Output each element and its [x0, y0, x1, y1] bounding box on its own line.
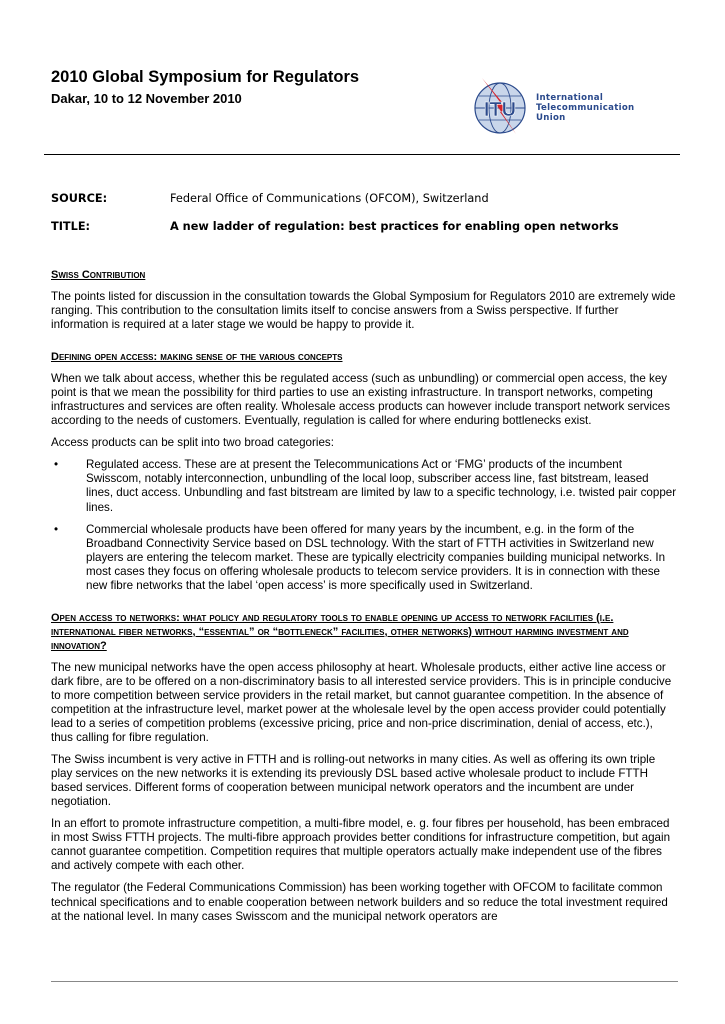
paragraph: The regulator (the Federal Communications Commission) has been working together with OFCOM to facilitate common technical specifications and to enable cooperation between network builders and so reduce the total investment required at the national level. In many cases Swisscom and the municipal network operators are — [51, 881, 668, 923]
paragraph: In an effort to promote infrastructure competition, a multi-fibre model, e. g. four fibres per household, has been embraced in most Swiss FTTH projects. The multi-fibre approach provides better conditions for infrastructure competition, but again cannot guarantee competition. Competition requires that multiple operators actually make independent use of the fibres and actively compete with each other. — [51, 817, 671, 873]
itu-wordmark-line-1: International — [536, 93, 604, 103]
list-item — [51, 523, 677, 593]
section-heading-defining-open-access: Defining open access: making sense of the various concepts — [51, 351, 343, 364]
access-categories-list — [51, 458, 677, 592]
paragraph: When we talk about access, whether this be regulated access (such as unbundling) or commercial open access, the key point is that we mean the possibility for third parties to use an existing infrastructure. In transport networks, competing infrastructures and services are often reality. Wholesale access products can however include transport network services according to the needs of customers. Eventually, regulation is called for where enduring bottlenecks exist. — [51, 372, 671, 428]
itu-wordmark-line-3: Union — [536, 112, 566, 123]
symposium-title: 2010 Global Symposium for Regulators — [51, 68, 360, 86]
paragraph: The new municipal networks have the open access philosophy at heart. Wholesale products, either active line access or dark fibre, are to be offered on a non-discriminatory basis to all interested service providers. This is in principle conducive to more competition between service providers in the retail market, but cannot guarantee competition. In the absence of competition at the infrastructure level, market power at the wholesale level by the open access provider could potentially lead to a series of competition problems (excessive pricing, price and non-price discrimination, denial of access, etc.), thus calling for fibre regulation. — [51, 660, 672, 745]
itu-globe-icon — [470, 72, 540, 140]
symposium-date-location: Dakar, 10 to 12 November 2010 — [51, 91, 242, 106]
section-heading-swiss-contribution: Swiss Contribution — [51, 269, 146, 281]
source-label: SOURCE: — [51, 192, 108, 205]
title-value: A new ladder of regulation: best practices for enabling open networks — [170, 220, 619, 233]
bullet-icon: • — [54, 522, 59, 536]
paragraph: Access products can be split into two broad categories: — [51, 436, 334, 450]
list-item — [51, 458, 677, 514]
source-value: Federal Office of Communications (OFCOM), Switzerland — [170, 192, 489, 205]
title-label: TITLE: — [51, 220, 91, 233]
paragraph: The points listed for discussion in the consultation towards the Global Symposium for Regulators 2010 are extremely wide ranging. This contribution to the consultation limits itself to concise answers from a Swiss perspective. If further information is required at a later stage we would be happy to provide it. — [51, 290, 676, 332]
itu-wordmark-line-2: Telecommunication — [536, 102, 635, 113]
itu-logo — [470, 72, 645, 140]
header-divider — [44, 154, 680, 155]
document-body — [51, 268, 677, 932]
list-item-text: Regulated access. These are at present the Telecommunications Act or ‘FMG’ products of the incumbent Swisscom, notably interconnection, unbundling of the local loop, subscriber access line, fast bitstream, leased lines, duct access. Unbundling and fast bitstream are limited by law to a specific technology, i.e. twisted pair copper lines. — [86, 458, 677, 514]
itu-wordmark — [536, 94, 634, 123]
paragraph: The Swiss incumbent is very active in FTTH and is rolling-out networks in many cities. As well as offering its own triple play services on the new networks it is extending its previously DSL based active wholesale product to include FTTH based services. Different forms of cooperation between municipal network operators and the incumbent are under negotiation. — [51, 753, 656, 809]
list-item-text: Commercial wholesale products have been offered for many years by the incumbent, e.g. in the form of the Broadband Connectivity Service based on DSL technology. With the start of FTTH activities in Switzerland new players are entering the telecom market. These are typically electricity companies building municipal networks. In most cases they focus on offering wholesale products to telecom service providers. It is in connection with these new fibre networks that the label ‘open access’ is more specifically used in Switzerland. — [86, 522, 666, 592]
bullet-icon: • — [54, 458, 59, 472]
section-heading-open-access-to-networks: Open access to networks: what policy and regulatory tools to enable opening up access to network facilities (i.e. international fiber networks, “essential” or “bottleneck” facilities, other networks) without harming investment and innovation? — [51, 611, 629, 652]
svg-text:ITU: ITU — [483, 99, 517, 121]
footer-divider — [51, 981, 678, 982]
